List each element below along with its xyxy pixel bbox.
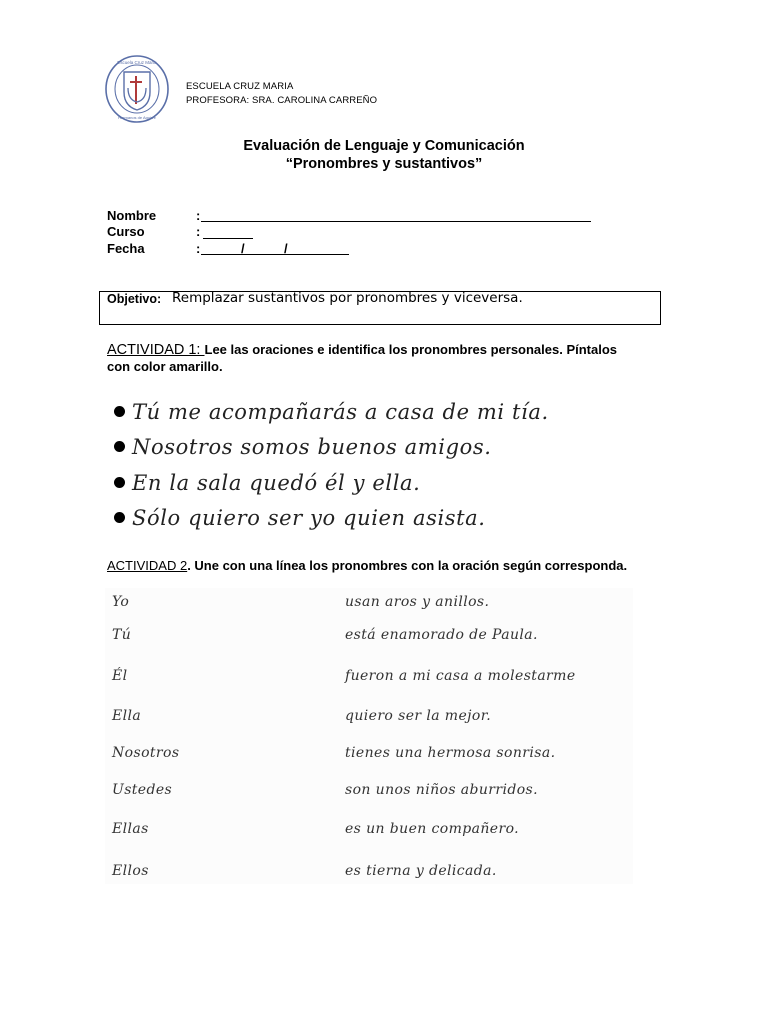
sentence-item: es un buen compañero. (345, 821, 520, 837)
pronoun-item: Yo (112, 594, 130, 610)
activity-1-sentence: Tú me acompañarás a casa de mi tía. (132, 400, 549, 424)
sentence-item: tienes una hermosa sonrisa. (345, 745, 556, 761)
sentence-item: está enamorado de Paula. (345, 627, 538, 643)
activity-1-sentence: Nosotros somos buenos amigos. (132, 435, 492, 459)
activity-1-instruction-line2: con color amarillo. (107, 359, 223, 374)
bullet-icon (114, 512, 125, 523)
name-label: Nombre (107, 208, 157, 223)
activity-1-title: ACTIVIDAD 1: (107, 342, 205, 358)
pronoun-item: Ella (112, 708, 142, 724)
bullet-icon (114, 406, 125, 417)
activity-2-heading (107, 558, 687, 574)
activity-1-sentence: En la sala quedó él y ella. (132, 471, 421, 495)
pronoun-item: Ellas (112, 821, 149, 837)
date-separator-1: / (241, 241, 245, 256)
bullet-icon (114, 477, 125, 488)
sentence-item: quiero ser la mejor. (345, 708, 492, 724)
date-field[interactable] (201, 254, 349, 255)
name-colon: : (196, 208, 201, 223)
pronoun-item: Él (112, 668, 128, 684)
sentence-item: son unos niños aburridos. (345, 782, 538, 798)
activity-1-sentence: Sólo quiero ser yo quien asista. (132, 506, 486, 530)
school-info (186, 80, 377, 108)
pronoun-item: Nosotros (112, 745, 180, 761)
date-colon: : (196, 241, 201, 256)
bullet-icon (114, 441, 125, 452)
svg-text:Escuela Cruz María: Escuela Cruz María (117, 60, 157, 65)
pronoun-item: Tú (112, 627, 132, 643)
pronoun-item: Ustedes (112, 782, 173, 798)
course-colon: : (196, 224, 201, 239)
date-separator-2: / (284, 241, 288, 256)
sentence-item: usan aros y anillos. (345, 594, 490, 610)
objective-text: Remplazar sustantivos por pronombres y viceversa. (172, 290, 523, 306)
activity-1-instruction-line1: Lee las oraciones e identifica los pronombres personales. Píntalos (204, 342, 618, 357)
pronoun-item: Ellos (112, 863, 149, 879)
activity-2-instruction: . Une con una línea los pronombres con la oración según corresponda. (187, 558, 628, 573)
objective-label: Objetivo: (107, 292, 162, 306)
sentence-item: fueron a mi casa a molestarme (345, 668, 576, 684)
course-label: Curso (107, 224, 145, 239)
svg-text:Hermanos de Aguirre: Hermanos de Aguirre (118, 115, 156, 120)
page-subtitle: “Pronombres y sustantivos” (285, 156, 483, 172)
name-field[interactable] (201, 221, 591, 222)
sentence-item: es tierna y delicada. (345, 863, 497, 879)
teacher-name: PROFESORA: SRA. CAROLINA CARREÑO (186, 95, 378, 106)
activity-2-title: ACTIVIDAD 2 (107, 558, 188, 573)
school-name: ESCUELA CRUZ MARIA (186, 81, 294, 92)
school-logo (104, 54, 170, 124)
date-label: Fecha (107, 241, 145, 256)
page-title: Evaluación de Lenguaje y Comunicación (243, 138, 525, 154)
activity-1-heading (107, 342, 667, 358)
course-field[interactable] (203, 238, 253, 239)
